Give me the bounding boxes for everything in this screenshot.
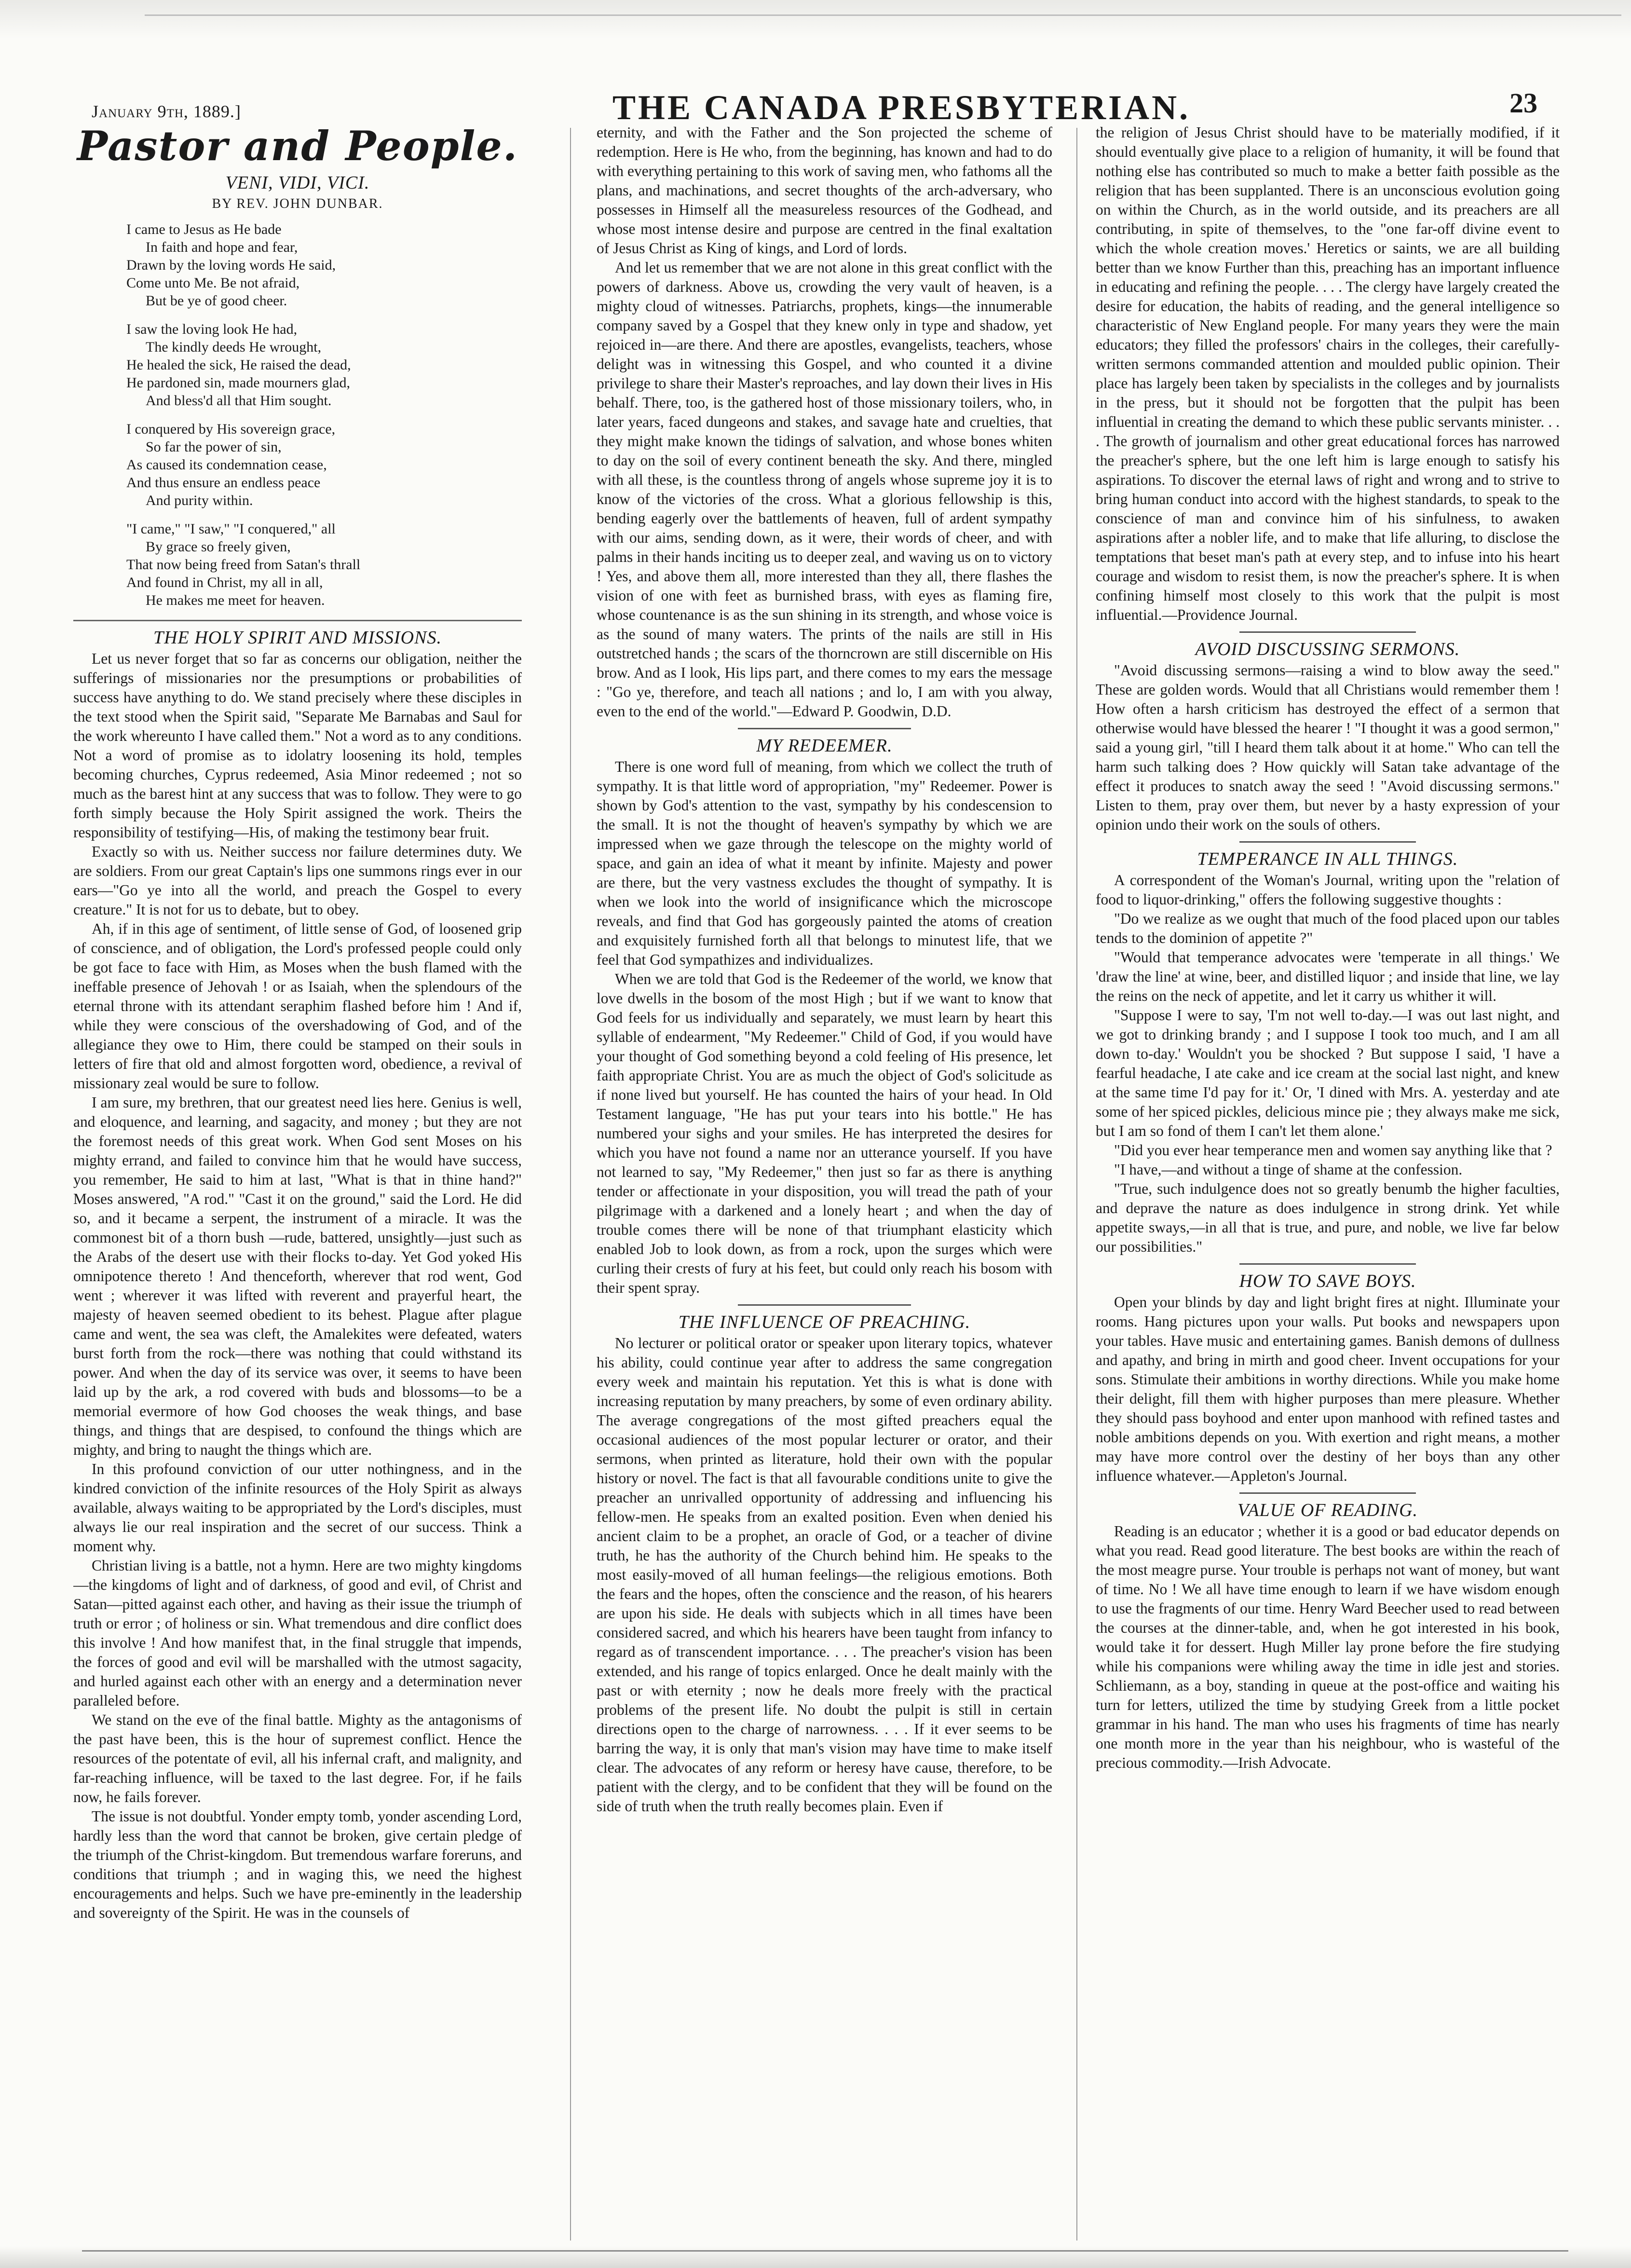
poem-line: And thus ensure an endless peace xyxy=(126,475,321,491)
article-paragraph: Reading is an educator ; whether it is a good or bad educator depends on what you read. Read good literature. The best books are within the reach of the most meagre purse. Your trouble is perhaps not want of money, but want of time. No ! We all have time enough to learn if we have wisdom enough to use the fragments of our time. Henry Ward Beecher used to read between the courses at the dinner-table, and, when he got interested in his book, would take it for dessert. Hugh Miller lay prone before the fire studying while his companions were whiling away the time in idle jest and stories. Schliemann, as a boy, standing in queue at the post-office and waiting his turn for letters, utilized the time by studying Greek from a little pocket grammar in his hand. The man who uses his fragments of time has nearly one month more in the year than his neighbour, who is wasteful of the precious commodity.—Irish Advocate. xyxy=(1096,1523,1560,1771)
section-divider xyxy=(1239,1263,1416,1265)
page-header xyxy=(0,68,1631,127)
poem-line: But be ye of good cheer. xyxy=(146,293,287,309)
poem-line: Drawn by the loving words He said, xyxy=(126,257,336,273)
article-paragraph: "Do we realize as we ought that much of the food placed upon our tables tends to the dominion of appetite ?" xyxy=(1096,910,1560,946)
section-divider xyxy=(738,728,911,729)
page-number: 23 xyxy=(1509,87,1537,119)
article-title: HOW TO SAVE BOYS. xyxy=(1239,1271,1416,1291)
poem-line: He healed the sick, He raised the dead, xyxy=(126,357,351,373)
article-paragraph: Let us never forget that so far as concerns our obligation, neither the sufferings of missionaries nor the presumptions or probabilities of success have anything to do. We stand precisely where these disciples in the text stood when the Spirit said, "Separate Me Barnabas and Saul for the work whereunto I have called them." Not a word as to any conditions. Not a word of promise as to idolatry loosening its hold, temples becoming churches, Cyprus redeemed, Asia Minor redeemed ; not so much as the barest hint at any success that was to follow. They were to go forth simply because the Holy Spirit assigned the work. Theirs the responsibility of testifying—His, of making the testimony bear fruit. xyxy=(73,650,522,841)
column-rule xyxy=(570,128,571,2241)
poem-line: And found in Christ, my all in all, xyxy=(126,574,323,590)
article-paragraph: the religion of Jesus Christ should have to be materially modified, if it should eventually give place to a religion of humanity, it will be found that nothing else has contributed so much to make a better faith possible as the religion that has been supplanted. There is an unconscious evolution going on within the Church, as in the world outside, and its preachers are all contributing, in spite of themselves, to the "one far-off divine event to which the whole creation moves.' Heretics or saints, we are all building better than we know Further than this, preaching has an important influence in educating and refining the people. . . . The clergy have largely created the desire for education, the habits of reading, and the general intelligence so characteristic of New England people. For many years they were the main educators; they filled the professors' chairs in the colleges, their carefully-written sermons commanded attention and moulded public opinion. Their place has largely been taken by specialists in the colleges and by journalists in the press, but it should not be forgotten that the pulpit has been influential in creating the demand to which these public servants minister. . . . The growth of journalism and other great educational forces has narrowed the preacher's sphere, but the one left him is large enough to satisfy his aspirations. To discover the eternal laws of right and wrong and to strive to bring human conduct into accord with the highest standards, to speak to the conscience of man and convince him of his sinfulness, to awaken aspirations after a nobler life, and to make that life alluring, to disclose the temptations that beset man's path at every step, and to infuse into his heart courage and wisdom to resist them, is now the preacher's sphere. It is when confining himself most closely to this work that the pulpit is most influential.—Providence Journal. xyxy=(1096,124,1560,623)
article-paragraph: When we are told that God is the Redeemer of the world, we know that love dwells in the bosom of the most High ; but if we want to know that God feels for us individually and separately, we must learn by heart this syllable of endearment, "My Redeemer." Child of God, if you would have your thought of God something beyond a cold feeling of His presence, let faith appropriate Christ. You are as much the object of God's solicitude as if none lived but yourself. He has counted the hairs of your head. In Old Testament language, "He has put your tears into his bottle." He has numbered your sighs and your smiles. He has interpreted the desires for which you have not found a name nor an utterance yourself. If you have not learned to say, "My Redeemer," then just so far as there is anything tender or affectionate in your disposition, you will tread the path of your pilgrimage with a darkened and a lonely heart ; and when the day of trouble comes there will be none of that triumphant elasticity which enabled Job to look down, as from a rock, upon the surges which were curling their crests of fury at his feet, but could only reach his bosom with their spent spray. xyxy=(597,970,1052,1296)
article-paragraph: Exactly so with us. Neither success nor failure determines duty. We are soldiers. From our great Captain's lips one summons rings ever in our ears—"Go ye into all the world, and preach the Gospel to every creature." It is not for us to debate, but to obey. xyxy=(73,843,522,918)
section-divider xyxy=(738,1304,911,1306)
bottom-rule xyxy=(82,2250,1568,2252)
article-paragraph: Open your blinds by day and light bright fires at night. Illuminate your rooms. Hang pictures upon your walls. Put books and newspapers upon your tables. Have music and entertaining games. Banish demons of dullness and apathy, and bring in mirth and good cheer. Invent occupations for your sons. Stimulate their ambitions in worthy directions. While you make home their delight, fill them with higher purposes than mere pleasure. Whether they should pass boyhood and enter upon manhood with refined tastes and noble ambitions depends on you. With exertion and right means, a mother may have more control over the destiny of her boys than any other influence whatever.—Appleton's Journal. xyxy=(1096,1294,1560,1484)
article-paragraph: "Suppose I were to say, 'I'm not well to-day.—I was out last night, and we got to drinking brandy ; and I suppose I took too much, and I am all down to-day.' Wouldn't you be shocked ? But suppose I said, 'I have a fearful headache, I ate cake and ice cream at the social last night, and knew at the same time I'd pay for it.' Or, 'I dined with Mrs. A. yesterday and ate some of her spiced pickles, delicious mince pie ; they always make me sick, but I am so fond of them I can't let them alone.' xyxy=(1096,1007,1560,1139)
poem-line: And purity within. xyxy=(146,492,253,508)
scan-top-edge xyxy=(0,0,1631,39)
article-title: MY REDEEMER. xyxy=(756,736,893,756)
article-title: THE HOLY SPIRIT AND MISSIONS. xyxy=(153,628,442,648)
poem-byline: BY REV. JOHN DUNBAR. xyxy=(212,196,383,211)
poem-line: In faith and hope and fear, xyxy=(146,239,298,255)
article-paragraph: "True, such indulgence does not so greatly benumb the higher faculties, and deprave the nature as does indulgence in strong drink. Yet while appetite sways,—in all that is true, and pure, and noble, we live far below our possibilities." xyxy=(1096,1180,1560,1255)
scan-bottom-edge xyxy=(0,2246,1631,2268)
column-1 xyxy=(73,123,522,2245)
poem-line: "I came," "I saw," "I conquered," all xyxy=(126,521,336,537)
article-paragraph: Ah, if in this age of sentiment, of little sense of God, of loosened grip of conscience, and of obligation, the Lord's professed people could only be got face to face with Him, as Moses when the bush flamed with the ineffable presence of Jehovah ! or as Isaiah, when the splendours of the eternal throne with its attendant seraphim flashed before him ! And if, while they were conscious of the overshadowing of God, and of the allegiance they owe to Him, there could be stamped on their souls in letters of fire that old and almost forgotten word, obedience, a revival of missionary zeal would be sure to follow. xyxy=(73,920,522,1092)
column-3 xyxy=(1096,123,1560,2245)
poem-line: I saw the loving look He had, xyxy=(126,321,298,337)
article-title: TEMPERANCE IN ALL THINGS. xyxy=(1197,849,1458,869)
poem-line: Come unto Me. Be not afraid, xyxy=(126,275,300,291)
top-rule xyxy=(145,14,1621,16)
poem-line: He makes me meet for heaven. xyxy=(146,592,325,608)
department-title: Pastor and People. xyxy=(77,123,518,170)
article-title: AVOID DISCUSSING SERMONS. xyxy=(1195,639,1460,659)
section-divider xyxy=(73,620,522,621)
article-paragraph: And let us remember that we are not alone in this great conflict with the powers of darkness. Above us, crowding the very vault of heaven, is a mighty cloud of witnesses. Patriarchs, prophets, kings—the innumerable company saved by a Gospel that they knew only in type and shadow, yet rejoiced in—are there. And there are apostles, evangelists, teachers, whose delight was in witnessing this Gospel, and who counted it a divine privilege to share their Master's reproaches, and lay down their lives in His behalf. There, too, is the gathered host of those missionary toilers, who, in later years, faced dungeons and stakes, and savage hate and cruelties, that they might make known the tidings of salvation, and whose bones whiten to day on the soil of every continent beneath the sky. And there, mingled with all these, is the countless throng of angels whose supreme joy it is to know of the victories of the cross. What a glorious fellowship is this, bending eagerly over the battlements of heaven, full of ardent sympathy with our aims, sending down, as it were, their words of cheer, and with palms in their hands inciting us to deeper zeal, and waving us on to victory ! Yes, and above them all, more interested than they all, there flashes the vision of one with feet as burnished brass, with eyes as flaming fire, whose countenance is as the sun shining in its strength, and whose voice is as the sound of many waters. The prints of the nails are still in His outstretched hands ; the scars of the thorncrown are still discernible on His brow. And as I look, His lips part, and there comes to my ears the message : "Go ye, therefore, and teach all nations ; and lo, I am with you alway, even to the end of the world."—Edward P. Goodwin, D.D. xyxy=(597,259,1052,720)
article-paragraph: There is one word full of meaning, from which we collect the truth of sympathy. It is that little word of appropriation, "my" Redeemer. Power is shown by God's attention to the vast, sympathy by his condescension to the small. It is not the thought of heaven's sympathy by which we are impressed when we gaze through the telescope on the mighty world of space, and gain an idea of what it meant by infinite. Majesty and power are there, but the very vastness excludes the thought of sympathy. It is when we look into the world of insignificance which the microscope reveals, and find that God has gorgeously painted the atoms of creation and exquisitely furnished forth all that belongs to minutest life, that we feel that God sympathizes and individualizes. xyxy=(597,758,1052,968)
article-paragraph: No lecturer or political orator or speaker upon literary topics, whatever his ability, could continue year after to address the same congregation every week and maintain his reputation. Yet this is what is done with increasing reputation by many preachers, by some of even ordinary ability. The average congregations of the most gifted preachers equal the occasional audiences of the most popular lecturer or orator, and their sermons, when printed as literature, hold their own with the popular history or novel. The fact is that all favourable conditions unite to give the preacher an unrivalled opportunity of addressing and influencing his fellow-men. He speaks from an exalted position. Even when denied his ancient claim to be a prophet, an oracle of God, or a teacher of divine truth, he has the authority of the Church behind him. He speaks to the most easily-moved of all human feelings—the religious emotions. Both the fears and the hopes, often the conscience and the reason, of his hearers are upon his side. He deals with subjects which in all times have been considered sacred, and which his hearers have been taught from infancy to regard as of transcendent importance. . . . The preacher's vision has been extended, and his range of topics enlarged. Once he dealt mainly with the past or with eternity ; now he deals more freely with the practical problems of the present life. No doubt the pulpit is still in certain directions open to the charge of narrowness. . . . If it ever seems to be barring the way, it is only that man's vision may have time to make itself clear. The advocates of any reform or heresy have cause, therefore, to be patient with the clergy, and to be confident that they will be found on the side of truth when the truth really becomes plain. Even if xyxy=(597,1335,1052,1815)
section-divider xyxy=(1239,631,1416,633)
newspaper-title: THE CANADA PRESBYTERIAN. xyxy=(612,88,1191,127)
article-paragraph: The issue is not doubtful. Yonder empty tomb, yonder ascending Lord, hardly less than the word that cannot be broken, give certain pledge of the triumph of the Christ-kingdom. But tremendous warfare foreruns, and conditions that triumph ; and in waging this, we need the highest encouragements and helps. Such we have pre-eminently in the leadership and sovereignty of the Spirit. He was in the counsels of xyxy=(73,1808,522,1921)
section-divider xyxy=(1239,841,1416,843)
article-paragraph: "Did you ever hear temperance men and women say anything like that ? xyxy=(1114,1142,1552,1159)
poem-line: The kindly deeds He wrought, xyxy=(146,339,322,355)
poem-line: And bless'd all that Him sought. xyxy=(146,393,332,409)
article-paragraph: We stand on the eve of the final battle. Mighty as the antagonisms of the past have been, this is the hour of supremest conflict. Hence the resources of the potentate of evil, all his infernal craft, and malignity, and far-reaching influence, will be taxed to the last degree. For, if he fails now, he fails forever. xyxy=(73,1711,522,1805)
poem-stanza xyxy=(126,420,522,509)
article-paragraph: In this profound conviction of our utter nothingness, and in the kindred conviction of the infinite resources of the Holy Spirit as always available, always waiting to be appropriated by the Lord's disciples, must always lie our real inspiration and the secret of our success. Think a moment why. xyxy=(73,1461,522,1555)
section-divider xyxy=(1239,1492,1416,1494)
column-2 xyxy=(597,123,1052,2245)
article-title: VALUE OF READING. xyxy=(1237,1500,1418,1520)
poem-line: I conquered by His sovereign grace, xyxy=(126,421,336,437)
article-paragraph: "Would that temperance advocates were 'temperate in all things.' We 'draw the line' at wine, beer, and distilled liquor ; and inside that line, we lay the reins on the neck of appetite, and let it carry us whither it will. xyxy=(1096,949,1560,1004)
poem-line: As caused its condemnation cease, xyxy=(126,457,327,473)
poem xyxy=(126,220,522,609)
poem-line: That now being freed from Satan's thrall xyxy=(126,557,361,573)
article-paragraph: "Avoid discussing sermons—raising a wind to blow away the seed." These are golden words. Would that all Christians would remember them ! How often a harsh criticism has destroyed the effect of a sermon that otherwise would have blessed the hearer ! "I thought it was a good sermon," said a young girl, "till I heard them talk about it at home." Who can tell the harm such talking does ? How quickly will Satan take advantage of the effect it produces to snatch away the seed ! "Avoid discussing sermons." Listen to them, pray over them, but never by a hasty expression of your opinion undo their work on the souls of others. xyxy=(1096,662,1560,833)
article-paragraph: A correspondent of the Woman's Journal, writing upon the "relation of food to liquor-drinking," offers the following suggestive thoughts : xyxy=(1096,872,1560,908)
article-paragraph: I am sure, my brethren, that our greatest need lies here. Genius is well, and eloquence, and learning, and sagacity, and money ; but they are not the foremost needs of this great work. When God sent Moses on his mighty errand, and failed to convince him that he would have success, you remember, He said to him at last, "What is that in thine hand?" Moses answered, "A rod." "Cast it on the ground," said the Lord. He did so, and it became a serpent, the instrument of a miracle. It was the commonest bit of a thorn bush —rude, battered, unsightly—just such as the Arabs of the desert use with their flocks to-day. Yet God yoked His omnipotence thereto ! And thenceforth, wherever that rod went, God went ; wherever it was lifted with reverent and prayerful heart, the majesty of heaven seemed obedient to its behest. Plague after plague came and went, the sea was cleft, the Amalekites were defeated, waters burst forth from the rock—there was nothing that could withstand its power. And when the day of its service was over, it seems to have been laid up by the ark, a rod covered with buds and blossoms—to be a memorial evermore of how God chooses the weak things, and base things, and things that are despised, to confound the things which are mighty, and bring to naught the things which are. xyxy=(73,1094,522,1458)
article-paragraph: Christian living is a battle, not a hymn. Here are two mighty kingdoms—the kingdoms of light and of darkness, of good and evil, of Christ and Satan—pitted against each other, and having as their issue the triumph of truth or error ; of holiness or sin. What tremendous and dire conflict does this involve ! And how manifest that, in the final struggle that impends, the forces of good and evil will be marshalled with the utmost sagacity, and hurled against each other with an energy and a determination never paralleled before. xyxy=(73,1557,522,1709)
poem-stanza xyxy=(126,520,522,609)
poem-line: He pardoned sin, made mourners glad, xyxy=(126,375,351,391)
column-rule xyxy=(1076,128,1077,2241)
article-paragraph: "I have,—and without a tinge of shame at the confession. xyxy=(1114,1161,1463,1178)
poem-line: So far the power of sin, xyxy=(146,439,282,455)
poem-stanza xyxy=(126,220,522,310)
article-paragraph: eternity, and with the Father and the Son projected the scheme of redemption. Here is He who, from the beginning, has known and had to do with everything pertaining to this work of saving men, who fathoms all the plans, and machinations, and secret thoughts of the arch-adversary, who possesses in Himself all the measureless resources of the Godhead, and whose most intense desire and purpose are centred in the final exaltation of Jesus Christ as King of kings, and Lord of lords. xyxy=(597,124,1052,257)
poem-line: I came to Jesus as He bade xyxy=(126,221,282,237)
article-title: THE INFLUENCE OF PREACHING. xyxy=(678,1312,971,1332)
issue-date: January 9th, 1889.] xyxy=(92,102,241,121)
poem-line: By grace so freely given, xyxy=(146,539,291,555)
poem-title: VENI, VIDI, VICI. xyxy=(225,173,370,193)
poem-stanza xyxy=(126,320,522,410)
